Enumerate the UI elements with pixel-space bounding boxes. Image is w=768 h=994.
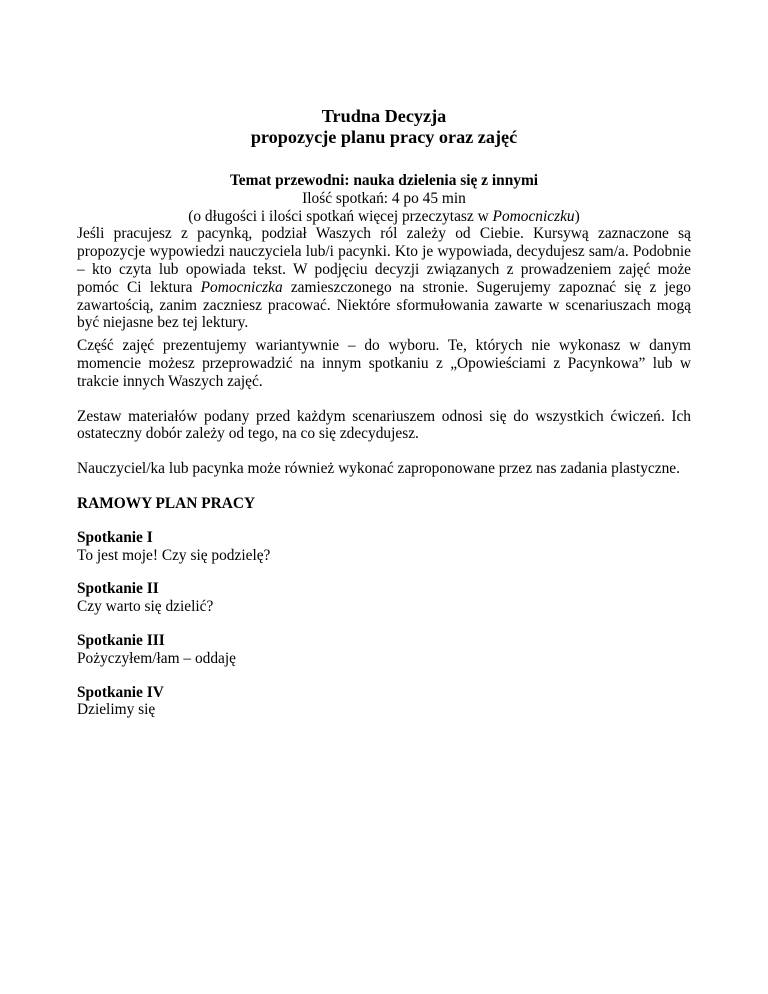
spacer bbox=[77, 513, 691, 529]
paragraph1-italic: Pomocniczka bbox=[200, 278, 283, 296]
paragraph-teacher: Nauczyciel/ka lub pacynka może również wykonać zaproponowane przez nas zadania plastyczne. bbox=[77, 460, 680, 478]
meeting-item bbox=[77, 632, 691, 668]
spacer bbox=[77, 564, 691, 580]
plan-heading: RAMOWY PLAN PRACY bbox=[77, 494, 256, 512]
meetings-count: Ilość spotkań: 4 po 45 min bbox=[302, 189, 466, 207]
meeting-topic: Czy warto się dzielić? bbox=[77, 598, 214, 616]
spacer bbox=[77, 443, 691, 460]
document-subtitle: propozycje planu pracy oraz zajęć bbox=[250, 127, 518, 147]
spacer bbox=[77, 668, 691, 684]
meeting-topic: To jest moje! Czy się podzielę? bbox=[77, 546, 271, 564]
meeting-topic: Pożyczyłem/łam – oddaję bbox=[77, 649, 236, 667]
note-after: ) bbox=[574, 207, 580, 225]
paragraph1-after: zamieszczonego na stronie. Sugerujemy zapoznać się z jego zawartością, zanim zaczniesz pracować. Niektóre sformułowania zawarte w scenariuszach mogą być niejasne bez tej lektury. bbox=[77, 278, 692, 332]
meeting-item bbox=[77, 684, 691, 720]
meeting-label: Spotkanie I bbox=[77, 528, 153, 546]
paragraph-role-division bbox=[77, 225, 691, 332]
paragraph1-before: Jeśli pracujesz z pacynką, podział Waszych ról zależy od Ciebie. Kursywą zaznaczone są propozycje wypowiedzi nauczyciela lub/i pacynki. Kto je wypowiada, decydujesz sam/a. Podobnie – kto czyta lub opowiada tekst. W podjęciu decyzji związanych z prowadzeniem zajęć może pomóc Ci lektura bbox=[77, 225, 691, 296]
paragraph-variants: Część zajęć prezentujemy wariantywnie – do wyboru. Te, których nie wykonasz w danym momencie możesz przeprowadzić na innym spotkaniu z „Opowieściami z Pacynkowa” lub w trakcie innych Waszych zajęć. bbox=[77, 337, 691, 390]
meeting-label: Spotkanie IV bbox=[77, 683, 164, 701]
document-page bbox=[77, 106, 691, 719]
note-before: (o długości i ilości spotkań więcej przeczytasz w bbox=[188, 207, 493, 225]
spacer bbox=[77, 148, 691, 172]
note-italic: Pomocniczku bbox=[492, 207, 575, 225]
spacer bbox=[77, 616, 691, 632]
spacer bbox=[77, 478, 691, 495]
note-line bbox=[77, 208, 691, 226]
paragraph-materials: Zestaw materiałów podany przed każdym scenariuszem odnosi się do wszystkich ćwiczeń. Ich ostateczny dobór zależy od tego, na co się zdecydujesz. bbox=[77, 407, 691, 443]
meeting-label: Spotkanie II bbox=[77, 580, 159, 598]
meeting-item bbox=[77, 529, 691, 565]
meeting-topic: Dzielimy się bbox=[77, 701, 156, 719]
spacer bbox=[77, 391, 691, 408]
theme-line: Temat przewodni: nauka dzielenia się z innymi bbox=[229, 172, 539, 189]
document-title: Trudna Decyzja bbox=[321, 106, 447, 126]
meeting-item bbox=[77, 580, 691, 616]
meeting-label: Spotkanie III bbox=[77, 631, 165, 649]
